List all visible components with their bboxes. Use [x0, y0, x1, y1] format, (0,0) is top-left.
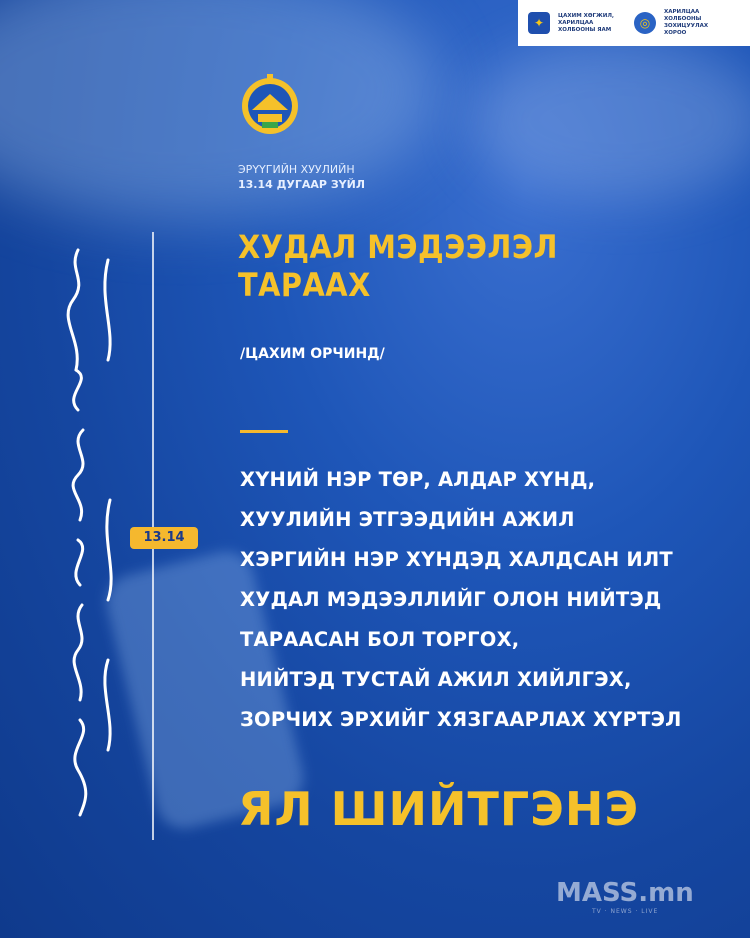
penalty-headline: ЯЛ ШИЙТГЭНЭ [238, 782, 640, 836]
law-reference [238, 162, 365, 192]
page-title [238, 228, 558, 304]
state-emblem-icon [238, 70, 302, 142]
body-line: ХУУЛИЙН ЭТГЭЭДИЙН АЖИЛ [240, 508, 575, 531]
body-line: ХЭРГИЙН НЭР ХҮНДЭД ХАЛДСАН ИЛТ [240, 548, 673, 571]
body-line: ХҮНИЙ НЭР ТӨР, АЛДАР ХҮНД, [240, 468, 596, 491]
mongolian-script-text [38, 240, 138, 820]
body-line: ТАРААСАН БОЛ ТОРГОХ, [240, 628, 520, 651]
law-article: 13.14 ДУГААР ЗҮЙЛ [238, 178, 365, 191]
background-blur [0, 0, 440, 220]
accent-dash [240, 430, 288, 433]
body-text [240, 460, 681, 740]
background-blur [470, 40, 750, 200]
body-line: ХУДАЛ МЭДЭЭЛЛИЙГ ОЛОН НИЙТЭД [240, 588, 662, 611]
state-emblem-icon: ✦ [528, 12, 550, 34]
watermark-subtitle: TV · NEWS · LIVE [592, 908, 659, 915]
watermark: MASS.mn [556, 878, 694, 908]
regulatory-commission-icon: ◎ [634, 12, 656, 34]
body-line: НИЙТЭД ТУСТАЙ АЖИЛ ХИЙЛГЭХ, [240, 668, 632, 691]
article-badge: 13.14 [130, 527, 198, 549]
law-name: ЭРҮҮГИЙН ХУУЛИЙН [238, 163, 355, 176]
subtitle: /ЦАХИМ ОРЧИНД/ [240, 346, 385, 362]
commission-logo-text: ХАРИЛЦАА ХОЛБООНЫ ЗОХИЦУУЛАХ ХОРОО [664, 9, 709, 36]
title-line: ТАРААХ [238, 266, 371, 304]
body-line: ЗОРЧИХ ЭРХИЙГ ХЯЗГААРЛАХ ХҮРТЭЛ [240, 708, 682, 731]
logo-bar [518, 0, 750, 46]
title-line: ХУДАЛ МЭДЭЭЛЭЛ [238, 228, 558, 266]
ministry-logo-text: ЦАХИМ ХӨГЖИЛ, ХАРИЛЦАА ХОЛБООНЫ ЯАМ [558, 12, 615, 33]
